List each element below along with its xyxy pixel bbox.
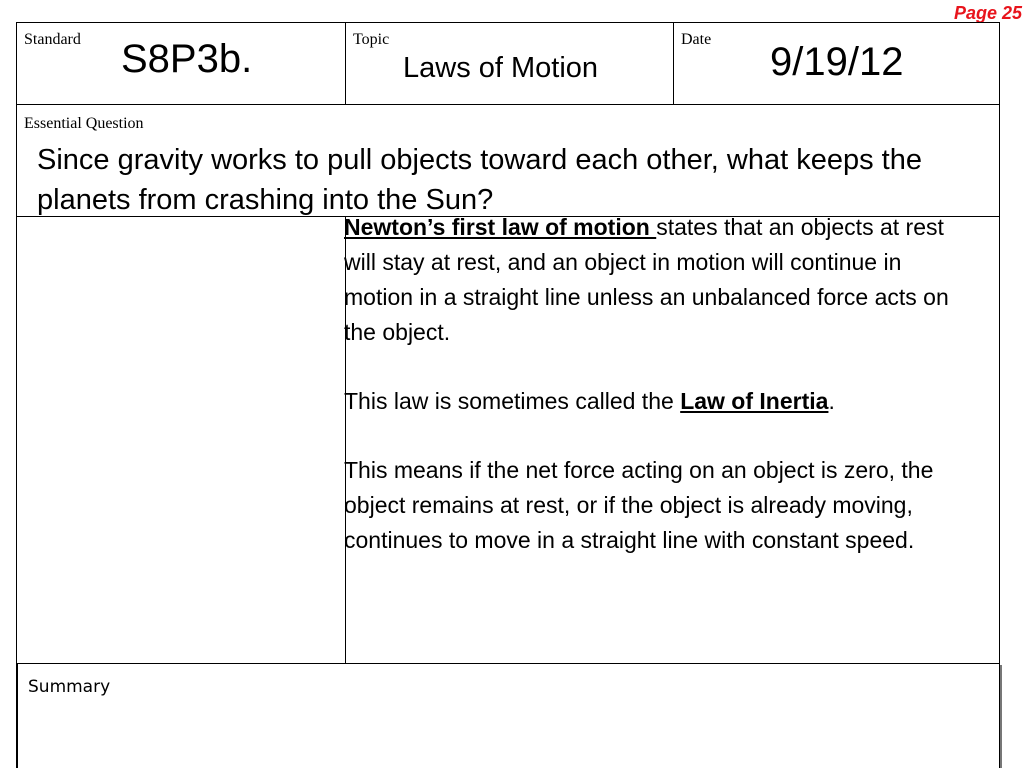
essential-question-row: [17, 105, 999, 217]
notes-paragraph-2: [344, 384, 964, 419]
notes-p2-after: .: [828, 388, 835, 414]
notes-paragraph-1: [344, 210, 964, 350]
topic-cell: [346, 23, 674, 104]
cue-column: [17, 217, 346, 665]
newtons-first-law-term: Newton’s first law of motion: [344, 214, 657, 240]
topic-label: Topic: [353, 31, 390, 48]
date-cell: [674, 23, 999, 104]
notes-paragraph-3: This means if the net force acting on an object is zero, the object remains at rest, or if the object is already moving, continues to move in a straight line with constant speed.: [344, 457, 934, 553]
header-row: [17, 23, 999, 105]
summary-box: [17, 663, 1000, 768]
standard-value: S8P3b.: [121, 37, 253, 81]
summary-label: Summary: [28, 677, 111, 697]
date-label: Date: [681, 31, 712, 48]
law-of-inertia-term: Law of Inertia: [680, 388, 829, 414]
date-value: 9/19/12: [770, 40, 904, 84]
notes-p1-text: states that an objects at rest will stay at rest, and an object in motion will continue in motion in a straight line unless an unbalanced force acts on the object.: [344, 214, 949, 345]
standard-label: Standard: [24, 31, 81, 48]
page-number: Page 25: [953, 3, 1022, 23]
notes-p2-before: This law is sometimes called the: [344, 388, 681, 414]
notes-column: [344, 210, 964, 592]
standard-cell: [17, 23, 346, 104]
essential-question-label: Essential Question: [24, 115, 144, 132]
essential-question-text: Since gravity works to pull objects toward each other, what keeps the planets from crashing into the Sun?: [37, 144, 922, 216]
topic-value: Laws of Motion: [403, 52, 599, 84]
